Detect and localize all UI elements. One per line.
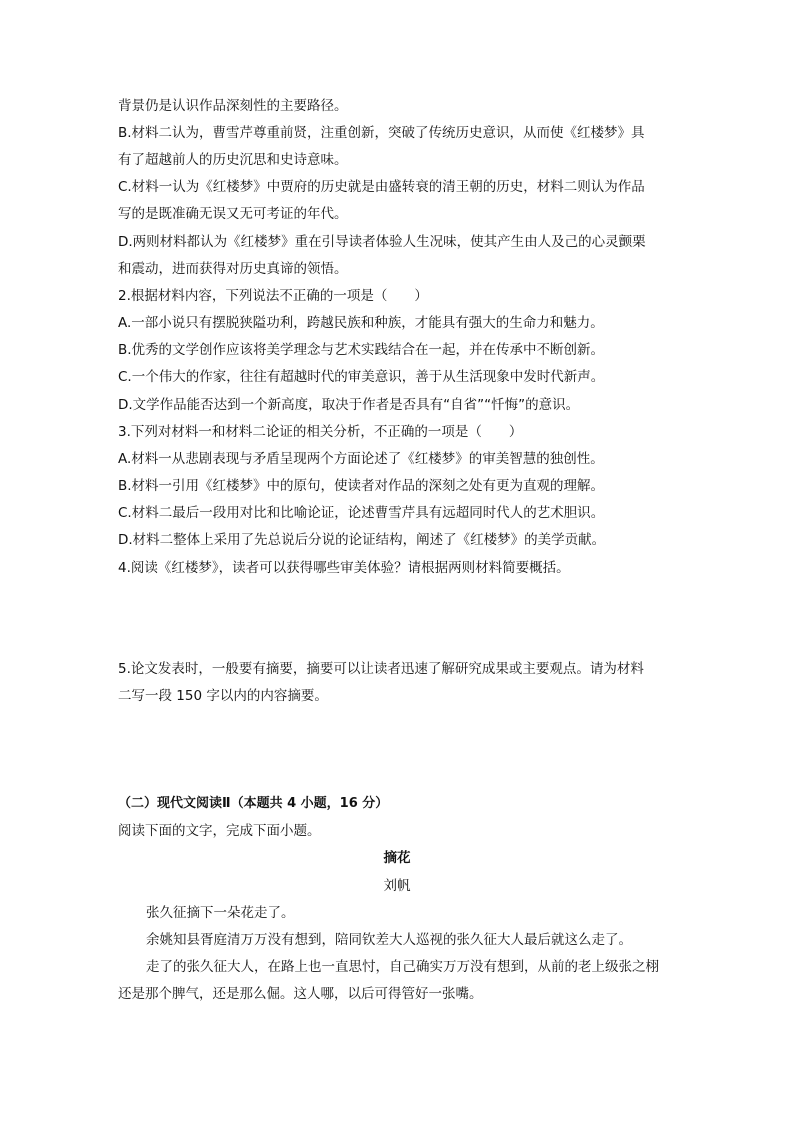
option-d: D.材料二整体上采用了先总说后分说的论证结构，阐述了《红楼梦》的美学贡献。 (118, 532, 606, 548)
question-4: 4.阅读《红楼梦》，读者可以获得哪些审美体验？请根据两则材料简要概括。 (118, 560, 570, 576)
paragraph-line: 余姚知县胥庭清万万没有想到，陪同钦差大人巡视的张久征大人最后就这么走了。 (146, 932, 632, 948)
text-line: 和震动，进而获得对历史真谛的领悟。 (118, 261, 348, 277)
text-line: C.材料一认为《红楼梦》中贾府的历史就是由盛转衰的清王朝的历史，材料二则认为作品 (118, 179, 645, 195)
option-d: D.文学作品能否达到一个新高度，取决于作者是否具有“自省”“忏悔”的意识。 (118, 397, 580, 413)
story-title: 摘花 (383, 850, 411, 866)
paragraph-line: 还是那个脾气，还是那么倔。这人哪，以后可得管好一张嘴。 (118, 986, 483, 1002)
question-3: 3.下列对材料一和材料二论证的相关分析，不正确的一项是（ ） (118, 424, 523, 440)
question-5: 5.论文发表时，一般要有摘要，摘要可以让读者迅速了解研究成果或主要观点。请为材料 (118, 661, 644, 677)
paragraph-line: 走了的张久征大人，在路上也一直思忖，自己确实万万没有想到，从前的老上级张之栩 (146, 959, 659, 975)
option-c: C.材料二最后一段用对比和比喻论证，论述曹雪芹具有远超同时代人的艺术胆识。 (118, 505, 605, 521)
question-2: 2.根据材料内容，下列说法不正确的一项是（ ） (118, 288, 428, 304)
text-line: B.材料二认为，曹雪芹尊重前贤，注重创新，突破了传统历史意识，从而使《红楼梦》具 (118, 125, 645, 141)
text-line: 二写一段 150 字以内的内容摘要。 (118, 688, 328, 704)
text-line: 有了超越前人的历史沉思和史诗意味。 (118, 152, 348, 168)
instruction-text: 阅读下面的文字，完成下面小题。 (118, 823, 321, 839)
paragraph-line: 张久征摘下一朵花走了。 (146, 905, 295, 921)
section-heading: （二）现代文阅读Ⅱ（本题共 4 小题，16 分） (118, 796, 389, 811)
option-b: B.优秀的文学创作应该将美学理念与艺术实践结合在一起，并在传承中不断创新。 (118, 342, 605, 358)
option-c: C.一个伟大的作家，往往有超越时代的审美意识，善于从生活现象中发时代新声。 (118, 369, 605, 385)
text-line: D.两则材料都认为《红楼梦》重在引导读者体验人生况味，使其产生由人及己的心灵颤栗 (118, 234, 646, 250)
text-line: 背景仍是认识作品深刻性的主要路径。 (118, 98, 348, 114)
option-b: B.材料一引用《红楼梦》中的原句，使读者对作品的深刻之处有更为直观的理解。 (118, 478, 605, 494)
text-line: 写的是既准确无误又无可考证的年代。 (118, 206, 348, 222)
option-a: A.材料一从悲剧表现与矛盾呈现两个方面论述了《红楼梦》的审美智慧的独创性。 (118, 451, 604, 467)
option-a: A.一部小说只有摆脱狭隘功利，跨越民族和种族，才能具有强大的生命力和魅力。 (118, 315, 604, 331)
story-author: 刘帆 (383, 878, 411, 894)
